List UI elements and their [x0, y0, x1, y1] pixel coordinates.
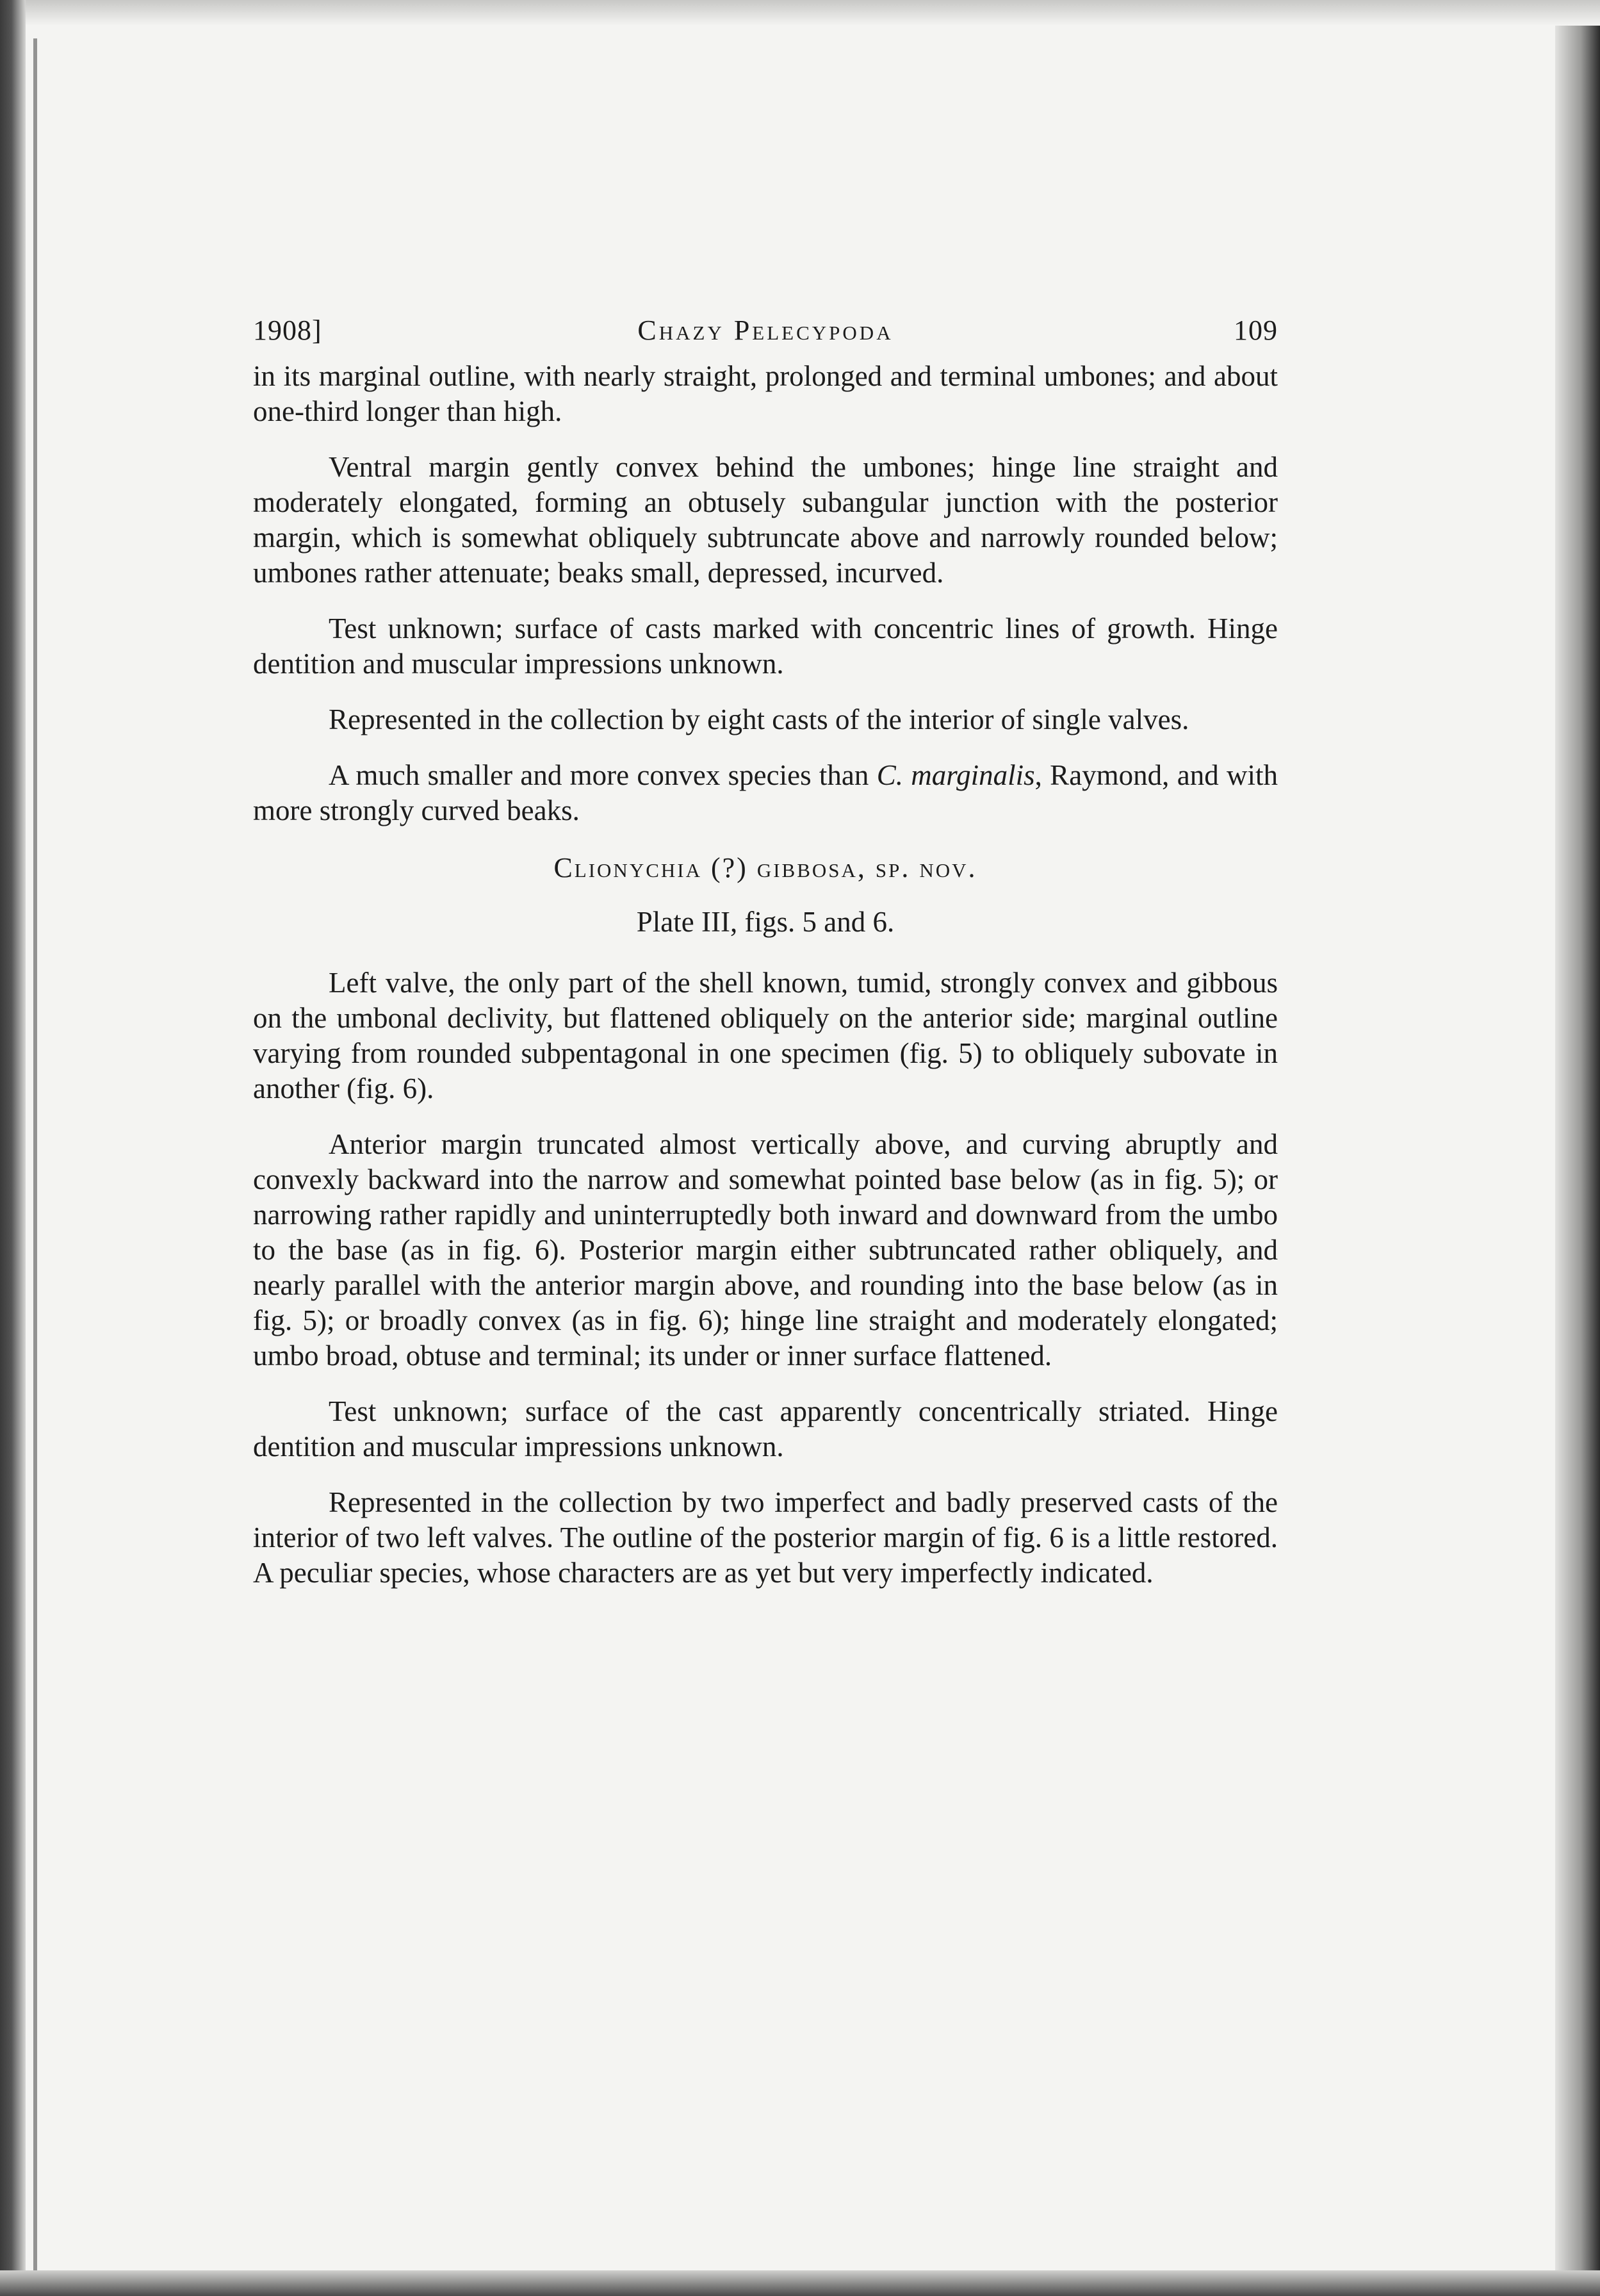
- paragraph-test: Test unknown; surface of casts marked with concentric lines of growth. Hinge dentition and muscular impressions unknown.: [253, 612, 1278, 680]
- page-number: 109: [1234, 315, 1278, 346]
- species-heading: Clionychia (?) gibbosa, sp. nov.: [553, 852, 977, 883]
- species-name-italic: C. marginalis: [876, 759, 1035, 791]
- paragraph-ventral-margin: Ventral margin gently convex behind the umbones; hinge line straight and moderately elongated, forming an obtusely subangular junction with the posterior margin, which is somewhat obliquely subtruncate above and narrowly rounded below; umbones rather attenuate; beaks small, depressed, incurved.: [253, 451, 1278, 589]
- paragraph-comparison: [253, 758, 1278, 828]
- paragraph-anterior-margin: Anterior margin truncated almost vertically above, and curving abruptly and convexly backward into the narrow and somewhat pointed base below (as in fig. 5); or narrowing rather rapidly and uninterruptedly both inward and downward from the umbo to the base (as in fig. 6). Posterior margin either subtruncated rather obliquely, and nearly parallel with the anterior margin above, and rounding into the base below (as in fig. 5); or broadly convex (as in fig. 6); hinge line straight and moderately elongated; umbo broad, obtuse and terminal; its under or inner surface flattened.: [253, 1128, 1278, 1372]
- plate-reference: Plate III, figs. 5 and 6.: [636, 906, 895, 938]
- paragraph-represented-two: Represented in the collection by two imperfect and badly preserved casts of the interior of two left valves. The outline of the posterior margin of fig. 6 is a little restored. A peculiar species, whose characters are as yet but very imperfectly indicated.: [253, 1486, 1278, 1589]
- gutter-line: [33, 38, 37, 2281]
- paragraph-continued: in its marginal outline, with nearly straight, prolonged and terminal umbones; and about one-third longer than high.: [253, 360, 1278, 427]
- scan-bottom-edge: [0, 2270, 1600, 2296]
- comparison-text-before: A much smaller and more convex species than: [329, 759, 877, 791]
- scan-top-edge: [0, 0, 1600, 26]
- scan-right-edge: [1555, 26, 1600, 2296]
- comparison-text-after: , Raymond, and with more strongly curved beaks.: [253, 759, 1278, 826]
- running-head-year: 1908]: [253, 315, 322, 346]
- paragraph-test-unknown: Test unknown; surface of the cast apparently concentrically striated. Hinge dentition and muscular impressions unknown.: [253, 1395, 1278, 1463]
- running-head-title: Chazy Pelecypoda: [637, 315, 894, 346]
- running-head: [253, 314, 1278, 359]
- paragraph-left-valve: Left valve, the only part of the shell known, tumid, strongly convex and gibbous on the umbonal declivity, but flattened obliquely on the anterior side; marginal outline varying from rounded subpentagonal in one specimen (fig. 5) to obliquely subovate in another (fig. 6).: [253, 967, 1278, 1104]
- paragraph-represented: Represented in the collection by eight casts of the interior of single valves.: [329, 703, 1189, 735]
- book-spine-shadow: [0, 0, 26, 2296]
- page-text-block: [253, 314, 1278, 1611]
